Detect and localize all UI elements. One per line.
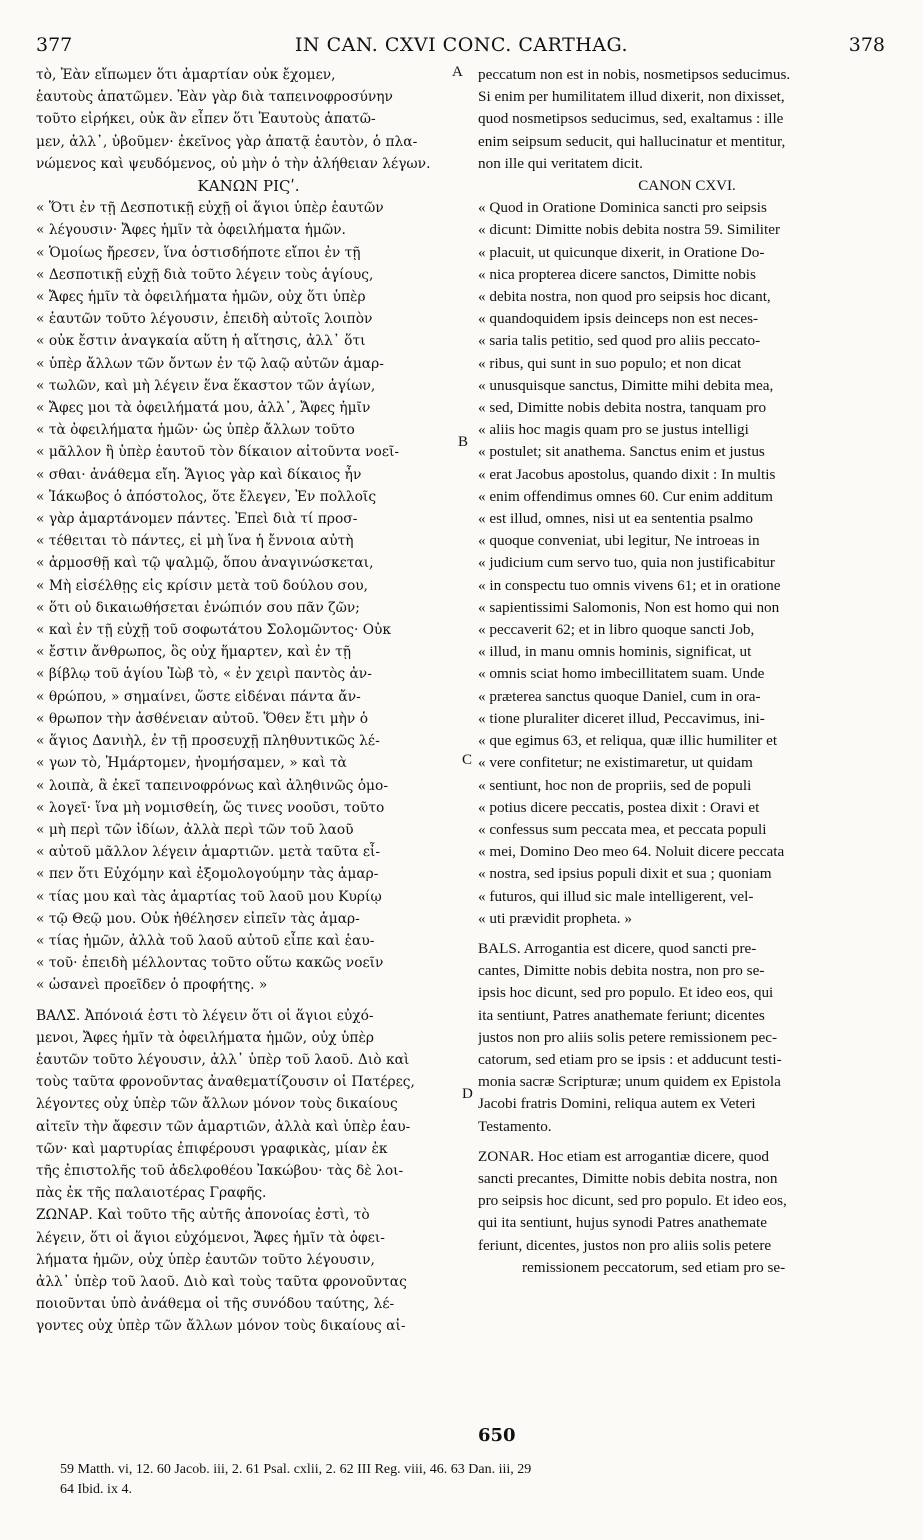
- text-line: « Ἄφες μοι τὰ ὀφειλήματά μου, ἀλλ᾿, Ἄφες ἡμῖν: [36, 400, 371, 417]
- text-line: cantes, Dimitte nobis debita nostra, non pro se-: [478, 962, 765, 980]
- margin-marker-a: A: [452, 64, 463, 80]
- footnotes: [60, 1460, 900, 1500]
- text-line: Jacobi fratris Domini, reliqua autem ex Veteri: [478, 1095, 756, 1113]
- text-line: « αὐτοῦ μᾶλλον λέγειν ἁμαρτιῶν. μετὰ ταῦτα εἶ-: [36, 844, 381, 861]
- page-header: [0, 30, 923, 60]
- text-line: μεν, ἀλλ᾿, ὑβοῦμεν· ἐκεῖνος γὰρ ἀπατᾷ ἑαυτὸν, ὁ πλα-: [36, 133, 418, 150]
- footnote-line: 59 Matth. vi, 12. 60 Jacob. iii, 2. 61 Psal. cxlii, 2. 62 III Reg. viii, 46. 63 Dan. iii, 29: [60, 1462, 532, 1477]
- text-line: « omnis sciat homo imbecillitatem suam. Unde: [478, 665, 765, 683]
- text-line: λήματα ἡμῶν, οὐχ ὑπὲρ ἑαυτῶν τοῦτο λέγουσιν,: [36, 1251, 375, 1268]
- text-line: « τὰ ὀφειλήματα ἡμῶν· ὡς ὑπὲρ ἄλλων τοῦτο: [36, 422, 355, 439]
- text-line: sancti precantes, Dimitte nobis debita nostra, non: [478, 1169, 778, 1187]
- text-line: « sed, Dimitte nobis debita nostra, tanquam pro: [478, 399, 767, 417]
- text-line: « γὰρ ἁμαρτάνομεν πάντες. Ἐπεὶ διὰ τί προσ-: [36, 511, 358, 528]
- text-line: « Quod in Oratione Dominica sancti pro seipsis: [478, 199, 767, 217]
- text-line: « sentiunt, hoc non de propriis, sed de populi: [478, 776, 752, 794]
- text-line: « erat Jacobus apostolus, quando dixit : In multis: [478, 465, 776, 483]
- text-line: « θρώπου, » σημαίνει, ὥστε εἰδέναι πάντα ἄν-: [36, 688, 361, 705]
- text-line: « ὅτι οὐ δικαιωθήσεται ἐνώπιόν σου πᾶν ζῶν;: [36, 599, 360, 616]
- text-line: « Ἰάκωβος ὁ ἀπόστολος, ὅτε ἔλεγεν, Ἐν πολλοῖς: [36, 488, 377, 505]
- text-line: πὰς ἐκ τῆς παλαιοτέρας Γραφῆς.: [36, 1185, 267, 1202]
- text-line: « peccaverit 62; et in libro quoque sancti Job,: [478, 621, 755, 639]
- text-line: ipsis hoc dicunt, sed pro populo. Et ideo eos, qui: [478, 984, 774, 1002]
- text-line: ἀλλ᾿ ὑπὲρ τοῦ λαοῦ. Διὸ καὶ τοὺς ταῦτα φρονοῦντας: [36, 1273, 407, 1290]
- text-line: « vere confitetur; ne existimaretur, ut quidam: [478, 754, 753, 772]
- text-line: « τῷ Θεῷ μου. Οὐκ ἠθέλησεν εἰπεῖν τὰς ἁμαρ-: [36, 910, 360, 927]
- text-line: ΒΑΛΣ. Ἀπόνοιά ἐστι τὸ λέγειν ὅτι οἱ ἅγιοι εὐχό-: [36, 1007, 374, 1024]
- text-line: « λοιπὰ, ἃ ἐκεῖ ταπεινοφρόνως καὶ ἀληθινῶς ὁμο-: [36, 777, 388, 794]
- text-line: « οὐκ ἔστιν ἀναγκαία αὕτη ἡ αἴτησις, ἀλλ᾿ ὅτι: [36, 333, 366, 350]
- text-line: ZONAR. Hoc etiam est arrogantiæ dicere, quod: [478, 1147, 770, 1165]
- text-line: « sapientissimi Salomonis, Non est homo qui non: [478, 598, 780, 616]
- text-line: « ἑαυτῶν τοῦτο λέγουσιν, ἐπειδὴ αὐτοῖς λοιπὸν: [36, 311, 373, 328]
- text-line: τοὺς ταῦτα φρονοῦντας ἀναθεματίζουσιν οἱ Πατέρες,: [36, 1074, 415, 1091]
- text-line: pro seipsis hoc dicunt, sed pro populo. Et ideo eos,: [478, 1192, 787, 1210]
- text-line: « λογεῖ· ἵνα μὴ νομισθείη, ὥς τινες νοοῦσι, τοῦτο: [36, 799, 385, 816]
- text-line: « βίβλῳ τοῦ ἁγίου Ἰὼβ τὸ, « ἐν χειρὶ παντὸς ἀν-: [36, 666, 372, 683]
- text-line: « σθαι· ἀνάθεμα εἴη. Ἅγιος γὰρ καὶ δίκαιος ἦν: [36, 466, 362, 483]
- text-line: « Δεσποτικῇ εὐχῇ διὰ τοῦτο λέγειν τοὺς ἁγίους,: [36, 266, 374, 283]
- text-line: « tione pluraliter diceret illud, Peccavimus, ini-: [478, 709, 765, 727]
- text-line: monia sacræ Scripturæ; unum quidem ex Epistola: [478, 1073, 781, 1091]
- canon-heading: ΚΑΝΩΝ ΡΙϚʹ.: [197, 177, 300, 196]
- text-line: « ἅγιος Δανιὴλ, ἐν τῇ προσευχῇ πληθυντικῶς λέ-: [36, 733, 380, 750]
- text-line: λέγειν, ὅτι οἱ ἅγιοι εὐχόμενοι, Ἄφες ἡμῖν τὰ ὀφει-: [36, 1229, 385, 1246]
- text-line: « Ἄφες ἡμῖν τὰ ὀφειλήματα ἡμῶν, οὐχ ὅτι ὑπὲρ: [36, 289, 366, 306]
- text-line: « nica propterea dicere sanctos, Dimitte nobis: [478, 265, 756, 283]
- text-line: μενοι, Ἄφες ἡμῖν τὰ ὀφειλήματα ἡμῶν, οὐχ ὑπὲρ: [36, 1029, 374, 1046]
- text-line: « τίας ἡμῶν, ἀλλὰ τοῦ λαοῦ αὐτοῦ εἶπε καὶ ἑαυ-: [36, 932, 375, 949]
- footnote-line: 64 Ibid. ix 4.: [60, 1482, 132, 1497]
- text-line: « μὴ περὶ τῶν ἰδίων, ἀλλὰ περὶ τῶν τοῦ λαοῦ: [36, 821, 354, 838]
- text-line: « uti prævidit propheta. »: [478, 909, 632, 927]
- text-line: quod nosmetipsos seducimus, sed, exaltamus : ille: [478, 110, 784, 128]
- text-line: « postulet; sit anathema. Sanctus enim et justus: [478, 443, 765, 461]
- text-line: remissionem peccatorum, sed etiam pro se-: [522, 1258, 786, 1276]
- text-line: Si enim per humilitatem illud dixerit, non dixisset,: [478, 88, 785, 106]
- greek-column: [36, 64, 461, 1338]
- text-line: « μᾶλλον ἢ ὑπὲρ ἑαυτοῦ τὸν δίκαιον αἰτοῦντα νοεῖ-: [36, 444, 400, 461]
- margin-marker-c: C: [462, 752, 473, 768]
- text-line: ἑαυτῶν τοῦτο λέγουσιν, ἀλλ᾿ ὑπὲρ τοῦ λαοῦ. Διὸ καὶ: [36, 1051, 410, 1068]
- text-line: ἑαυτοὺς ἀπατῶμεν. Ἐὰν γὰρ διὰ ταπεινοφροσύνην: [36, 89, 393, 106]
- text-line: αἰτεῖν τὴν ἄφεσιν τῶν ἁμαρτιῶν, ἀλλὰ καὶ ὑπὲρ ἑαυ-: [36, 1118, 411, 1135]
- text-line: justos non pro aliis solis petere remissionem pec-: [478, 1028, 778, 1046]
- text-line: τοῦτο εἰρήκει, οὐκ ἂν εἶπεν ὅτι Ἑαυτοὺς ἀπατῶ-: [36, 111, 376, 128]
- text-line: « enim offendimus omnes 60. Cur enim additum: [478, 487, 773, 505]
- text-line: « dicunt: Dimitte nobis debita nostra 59. Similiter: [478, 221, 781, 239]
- text-line: « mei, Domino Deo meo 64. Noluit dicere peccata: [478, 843, 785, 861]
- running-title: IN CAN. CXVI CONC. CARTHAG.: [294, 34, 629, 56]
- text-line: peccatum non est in nobis, nosmetipsos seducimus.: [478, 66, 791, 83]
- text-line: « τέθειται τὸ πάντες, εἰ μὴ ἵνα ἡ ἔννοια αὐτὴ: [36, 533, 354, 550]
- left-page-number: 377: [36, 34, 73, 56]
- text-line: Testamento.: [478, 1117, 552, 1135]
- latin-column: [478, 64, 896, 1279]
- text-line: « Μὴ εἰσέλθῃς εἰς κρίσιν μετὰ τοῦ δούλου σου,: [36, 577, 369, 594]
- text-line: « debita nostra, non quod pro seipsis hoc dicant,: [478, 288, 771, 306]
- text-line: « præterea sanctus quoque Daniel, cum in ora-: [478, 687, 761, 705]
- text-line: « placuit, ut quicunque dixerit, in Oratione Do-: [478, 243, 765, 261]
- text-line: BALS. Arrogantia est dicere, quod sancti pre-: [478, 939, 757, 957]
- text-line: « quandoquidem ipsis deinceps non est neces-: [478, 310, 759, 328]
- text-line: « τωλῶν, καὶ μὴ λέγειν ἕνα ἕκαστον τῶν ἁγίων,: [36, 377, 376, 394]
- text-line: τῆς ἐπιστολῆς τοῦ ἀδελφοθέου Ἰακώβου· τὰς δὲ λοι-: [36, 1162, 404, 1179]
- text-line: « unusquisque sanctus, Dimitte mihi debita mea,: [478, 376, 774, 394]
- text-line: « θρωπον τὴν ἀσθένειαν αὐτοῦ. Ὅθεν ἔτι μὴν ὁ: [36, 710, 369, 727]
- margin-marker-b: B: [458, 434, 469, 450]
- text-line: « quoque conveniat, ubi legitur, Ne introeas in: [478, 532, 760, 550]
- text-line: « ἔστιν ἄνθρωπος, ὃς οὐχ ἥμαρτεν, καὶ ἐν τῇ: [36, 644, 351, 661]
- text-line: feriunt, dicentes, justos non pro aliis solis petere: [478, 1236, 772, 1254]
- text-line: « Ὁμοίως ἤρεσεν, ἵνα ὁστισδήποτε εἴποι ἐν τῇ: [36, 244, 361, 261]
- text-line: νώμενος καὶ ψευδόμενος, οὐ μὴν ὁ τὴν ἀλήθειαν λέγων.: [36, 155, 431, 172]
- text-line: « confessus sum peccata mea, et peccata populi: [478, 820, 767, 838]
- text-line: enim seipsum seducit, qui hallucinatur et mentitur,: [478, 132, 786, 150]
- text-line: « in conspectu tuo omnis vivens 61; et in oratione: [478, 576, 781, 594]
- text-line: « Ὅτι ἐν τῇ Δεσποτικῇ εὐχῇ οἱ ἅγιοι ὑπὲρ ἑαυτῶν: [36, 200, 384, 217]
- text-line: « ὑπὲρ ἄλλων τῶν ὄντων ἐν τῷ λαῷ αὐτῶν ἁμαρ-: [36, 355, 384, 372]
- text-line: « πεν ὅτι Εὐχόμην καὶ ἐξομολογούμην τὰς ἁμαρ-: [36, 866, 379, 883]
- text-line: « γων τὸ, Ἡμάρτομεν, ἠνομήσαμεν, » καὶ τὰ: [36, 755, 347, 772]
- text-line: « saria talis petitio, sed quod pro aliis peccato-: [478, 332, 761, 350]
- right-page-number: 378: [848, 34, 885, 56]
- text-line: « illud, in manu omnis hominis, significat, ut: [478, 643, 752, 661]
- text-line: « τοῦ· ἐπειδὴ μέλλοντας τοῦτο οὕτω κακῶς νοεῖν: [36, 955, 384, 972]
- sheet-number: 650: [478, 1425, 516, 1446]
- text-line: λέγοντες οὐχ ὑπὲρ τῶν ἄλλων μόνον τοὺς δικαίους: [36, 1096, 398, 1113]
- text-line: « potius dicere peccatis, postea dixit : Oravi et: [478, 798, 760, 816]
- text-line: « judicium cum servo tuo, quia non justificabitur: [478, 554, 775, 572]
- text-line: τὸ, Ἐὰν εἴπωμεν ὅτι ἁμαρτίαν οὐκ ἔχομεν,: [36, 67, 336, 83]
- text-line: non ille qui veritatem dicit.: [478, 154, 643, 172]
- text-line: « futuros, qui illud sic male intelligerent, vel-: [478, 887, 754, 905]
- text-line: ποιοῦνται ὑπὸ ἀνάθεμα οἱ τῆς συνόδου ταύτης, λέ-: [36, 1296, 395, 1313]
- text-line: « λέγουσιν· Ἄφες ἡμῖν τὰ ὀφειλήματα ἡμῶν.: [36, 222, 346, 239]
- text-line: « καὶ ἐν τῇ εὐχῇ τοῦ σοφωτάτου Σολομῶντος· Οὐκ: [36, 622, 392, 639]
- text-line: « est illud, omnes, nisi ut ea sententia psalmo: [478, 510, 754, 528]
- text-line: catorum, sed etiam pro se ipsis : et adducunt testi-: [478, 1050, 782, 1068]
- text-line: « τίας μου καὶ τὰς ἁμαρτίας τοῦ λαοῦ μου Κυρίῳ: [36, 888, 382, 905]
- text-line: ita sentiunt, Patres anathemate feriunt; dicentes: [478, 1006, 765, 1024]
- margin-marker-d: D: [462, 1086, 473, 1102]
- text-line: « ribus, qui sunt in suo populo; et non dicat: [478, 354, 742, 372]
- canon-heading: CANON CXVI.: [638, 178, 736, 195]
- text-line: « aliis hoc magis quam pro se justus intelligi: [478, 421, 749, 439]
- text-line: « ὡσανεὶ προεῖδεν ὁ προφήτης. »: [36, 977, 268, 994]
- text-line: ΖΩΝΑΡ. Καὶ τοῦτο τῆς αὐτῆς ἀπονοίας ἐστὶ, τὸ: [36, 1207, 370, 1224]
- text-line: qui ita sentiunt, hujus synodi Patres anathemate: [478, 1214, 767, 1232]
- text-line: τῶν· καὶ μαρτυρίας ἐπιφέρουσι γραφικὰς, μίαν ἐκ: [36, 1140, 388, 1157]
- text-line: « ἁρμοσθῇ καὶ τῷ ψαλμῷ, ὅπου ἀναγινώσκεται,: [36, 555, 374, 572]
- text-line: « nostra, sed ipsius populi dixit et sua ; quoniam: [478, 865, 772, 883]
- text-line: γοντες οὐχ ὑπὲρ τῶν ἄλλων μόνον τοὺς δικαίους αἰ-: [36, 1318, 406, 1335]
- text-line: « que egimus 63, et reliqua, quæ illic humiliter et: [478, 732, 778, 750]
